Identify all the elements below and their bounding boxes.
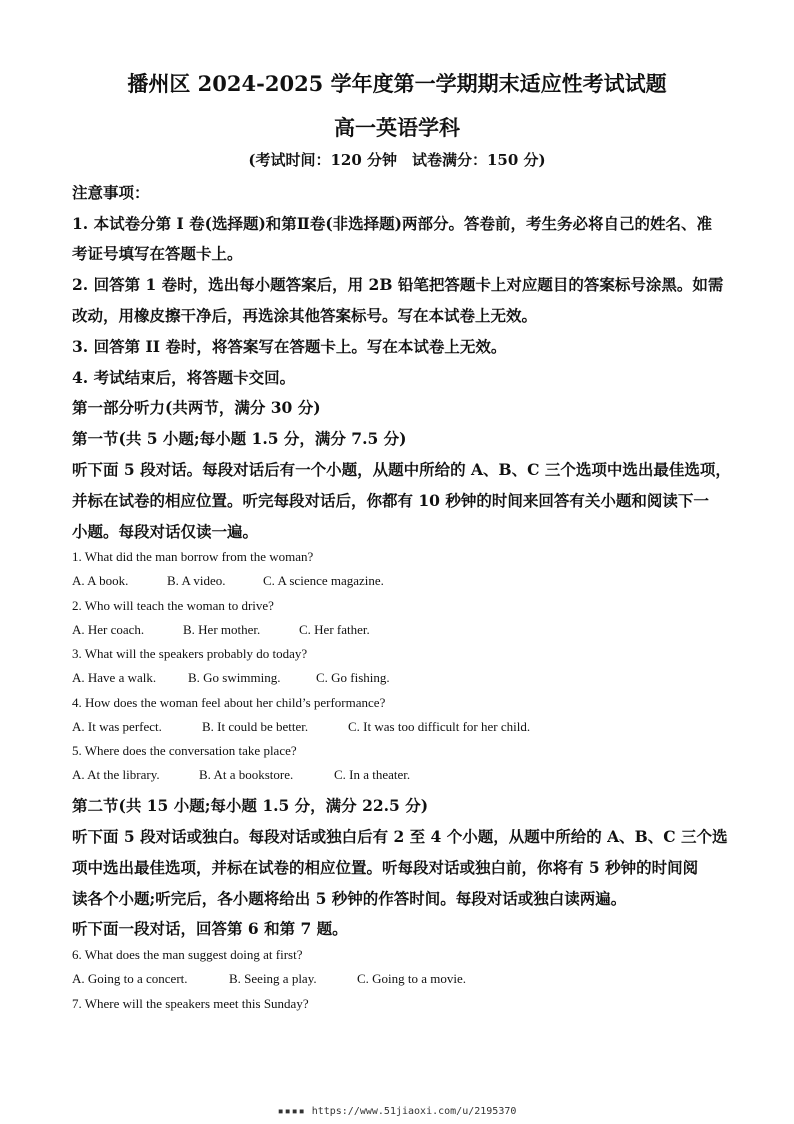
- question-6-options: [72, 971, 722, 987]
- option-a: A. A book.: [72, 573, 129, 588]
- footer-dots: ▪▪▪▪: [277, 1106, 306, 1117]
- exam-title: 播州区 2024-2025 学年度第一学期期末适应性考试试题: [127, 71, 667, 96]
- question-2-options: [72, 622, 722, 638]
- note-1-line-2: 考证号填写在答题卡上。: [72, 244, 243, 263]
- section1-instructions-3: 小题。每段对话仅读一遍。: [72, 522, 259, 541]
- section2-heading: 第二节(共 15 小题;每小题 1.5 分，满分 22.5 分): [72, 796, 429, 815]
- option-a: A. At the library.: [72, 767, 160, 782]
- option-c: C. In a theater.: [334, 767, 411, 782]
- option-c: C. A science magazine.: [263, 573, 384, 588]
- note-3: 3. 回答第 II 卷时，将答案写在答题卡上。写在本试卷上无效。: [72, 337, 507, 356]
- option-a: A. Going to a concert.: [72, 971, 188, 986]
- option-c: C. It was too difficult for her child.: [348, 719, 531, 734]
- option-a: A. It was perfect.: [72, 719, 162, 734]
- question-6: 6. What does the man suggest doing at first?: [72, 947, 303, 962]
- option-b: B. At a bookstore.: [199, 767, 294, 782]
- footer-watermark: [0, 1106, 794, 1117]
- section2-instructions-1: 听下面 5 段对话或独白。每段对话或独白后有 2 至 4 个小题，从题中所给的 A、B、C 三个选: [72, 827, 728, 846]
- section2-instructions-3: 读各个小题;听完后，各小题将给出 5 秒钟的作答时间。每段对话或独白读两遍。: [72, 889, 627, 908]
- footer-url[interactable]: https://www.51jiaoxi.com/u/2195370: [311, 1106, 517, 1117]
- question-5: 5. Where does the conversation take place?: [72, 743, 297, 758]
- option-b: B. Her mother.: [183, 622, 261, 637]
- section1-instructions-1: 听下面 5 段对话。每段对话后有一个小题，从题中所给的 A、B、C 三个选项中选出最佳选项，: [72, 460, 731, 479]
- note-2-line-1: 2. 回答第 1 卷时，选出每小题答案后，用 2B 铅笔把答题卡上对应题目的答案标号涂黑。如需: [72, 275, 724, 294]
- section1-heading: 第一节(共 5 小题;每小题 1.5 分，满分 7.5 分): [72, 429, 407, 448]
- option-c: C. Her father.: [299, 622, 370, 637]
- part1-heading: 第一部分听力(共两节，满分 30 分): [72, 398, 321, 417]
- exam-subject: 高一英语学科: [334, 115, 460, 140]
- section2-instructions-2: 项中选出最佳选项，并标在试卷的相应位置。听每段对话或独白前，你将有 5 秒钟的时间阅: [72, 858, 699, 877]
- notes-heading: 注意事项：: [72, 183, 150, 202]
- note-2-line-2: 改动，用橡皮擦干净后，再选涂其他答案标号。写在本试卷上无效。: [72, 306, 538, 325]
- option-a: A. Have a walk.: [72, 670, 157, 685]
- note-4: 4. 考试结束后，将答题卡交回。: [72, 368, 296, 387]
- question-3: 3. What will the speakers probably do today?: [72, 646, 308, 661]
- question-2: 2. Who will teach the woman to drive?: [72, 598, 274, 613]
- option-a: A. Her coach.: [72, 622, 145, 637]
- dialogue-instruction: 听下面一段对话，回答第 6 和第 7 题。: [72, 919, 348, 938]
- question-1-options: [72, 573, 722, 589]
- option-b: B. It could be better.: [202, 719, 309, 734]
- question-7: 7. Where will the speakers meet this Sunday?: [72, 996, 309, 1011]
- question-4-options: [72, 719, 722, 735]
- question-3-options: [72, 670, 722, 686]
- note-1-line-1: 1. 本试卷分第 I 卷(选择题)和第Ⅱ卷(非选择题)两部分。答卷前，考生务必将自己的姓名、准: [72, 214, 713, 233]
- question-4: 4. How does the woman feel about her child’s performance?: [72, 695, 386, 710]
- option-c: C. Go fishing.: [316, 670, 390, 685]
- option-b: B. A video.: [167, 573, 226, 588]
- option-b: B. Go swimming.: [188, 670, 281, 685]
- option-c: C. Going to a movie.: [357, 971, 467, 986]
- question-5-options: [72, 767, 722, 783]
- section1-instructions-2: 并标在试卷的相应位置。听完每段对话后，你都有 10 秒钟的时间来回答有关小题和阅读下一: [72, 491, 709, 510]
- option-b: B. Seeing a play.: [229, 971, 317, 986]
- question-1: 1. What did the man borrow from the woman?: [72, 549, 314, 564]
- exam-info: (考试时间：120 分钟 试卷满分：150 分): [248, 151, 546, 169]
